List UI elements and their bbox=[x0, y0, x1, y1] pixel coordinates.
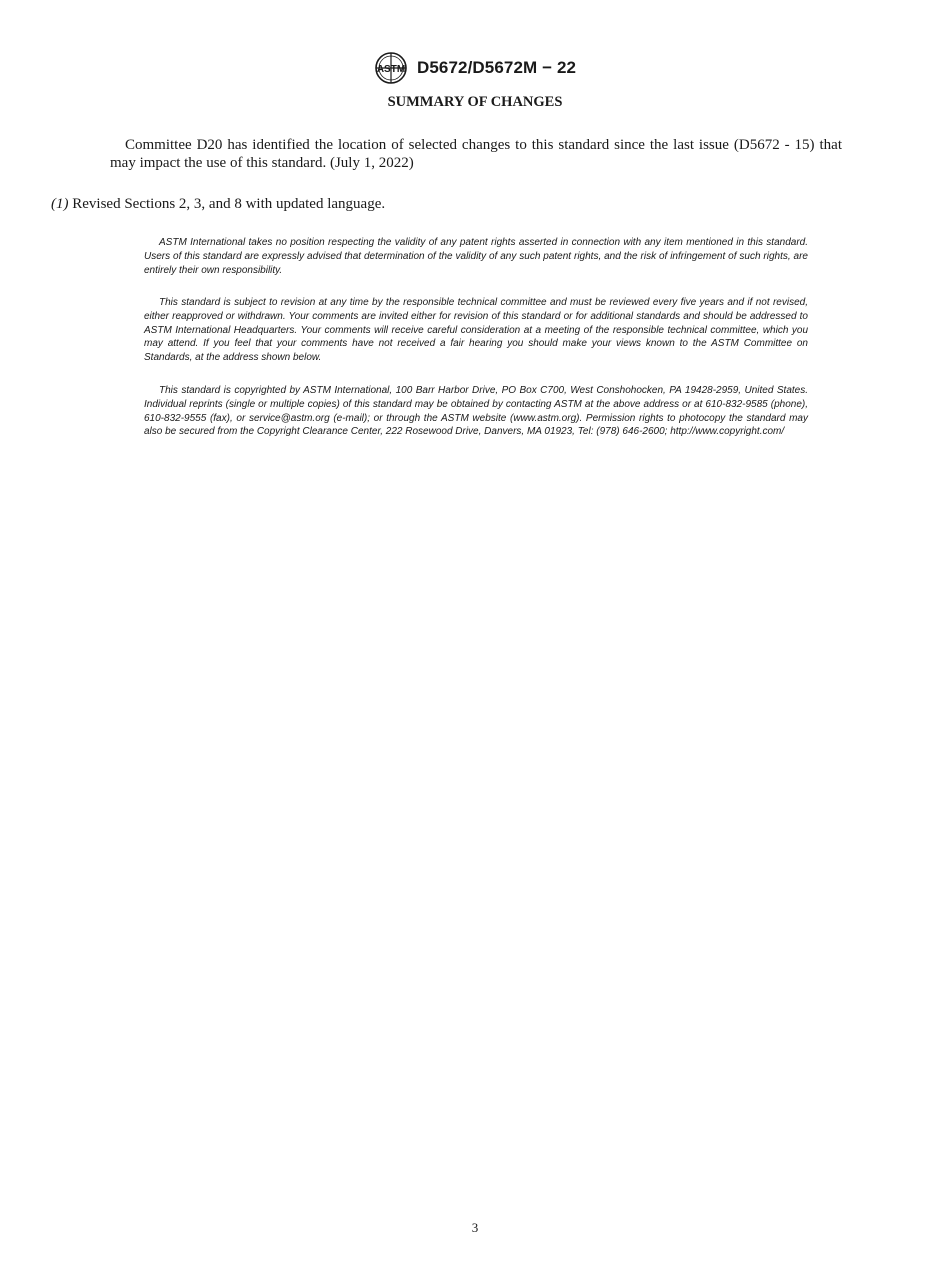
change-item bbox=[51, 195, 871, 213]
page-number: 3 bbox=[471, 1220, 479, 1235]
document-designation: D5672/D5672M − 22 bbox=[417, 58, 577, 77]
revision-notice: This standard is subject to revision at any time by the responsible technical committee and must be reviewed every five years and if not revised, either reapproved or withdrawn. Your comments are invited either for revision of this standard or for additional standards and should be addressed to ASTM International Headquarters. Your comments will receive careful consideration at a meeting of the responsible technical committee, which you may attend. If you feel that your comments have not received a fair hearing you should make your views known to the ASTM Committee on Standards, at the address shown below. bbox=[144, 297, 808, 364]
copyright-notice: This standard is copyrighted by ASTM International, 100 Barr Harbor Drive, PO Box C700, West Conshohocken, PA 19428-2959, United States. Individual reprints (single or multiple copies) of this standard may be obtained by contacting ASTM at the above address or at 610-832-9585 (phone), 610-832-9555 (fax), or service@astm.org (e-mail); or through the ASTM website (www.astm.org). Permission rights to photocopy the standard may also be secured from the Copyright Clearance Center, 222 Rosewood Drive, Danvers, MA 01923, Tel: (978) 646-2600; http://www.copyright.com/ bbox=[144, 385, 808, 438]
patent-notice: ASTM International takes no position respecting the validity of any patent rights asserted in connection with any item mentioned in this standard. Users of this standard are expressly advised that determination of the validity of any such patent rights, and the risk of infringement of such rights, are entirely their own responsibility. bbox=[144, 237, 808, 276]
summary-intro-paragraph: Committee D20 has identified the location of selected changes to this standard since the last issue (D5672 - 15) that may impact the use of this standard. (July 1, 2022) bbox=[110, 137, 842, 171]
change-item-text: Revised Sections 2, 3, and 8 with updated language. bbox=[68, 196, 386, 212]
astm-logo-icon bbox=[372, 50, 410, 86]
section-title: SUMMARY OF CHANGES bbox=[387, 94, 563, 110]
page-header bbox=[0, 50, 950, 86]
logo-text: ASTM bbox=[376, 64, 406, 75]
change-item-number: (1) bbox=[51, 196, 69, 212]
